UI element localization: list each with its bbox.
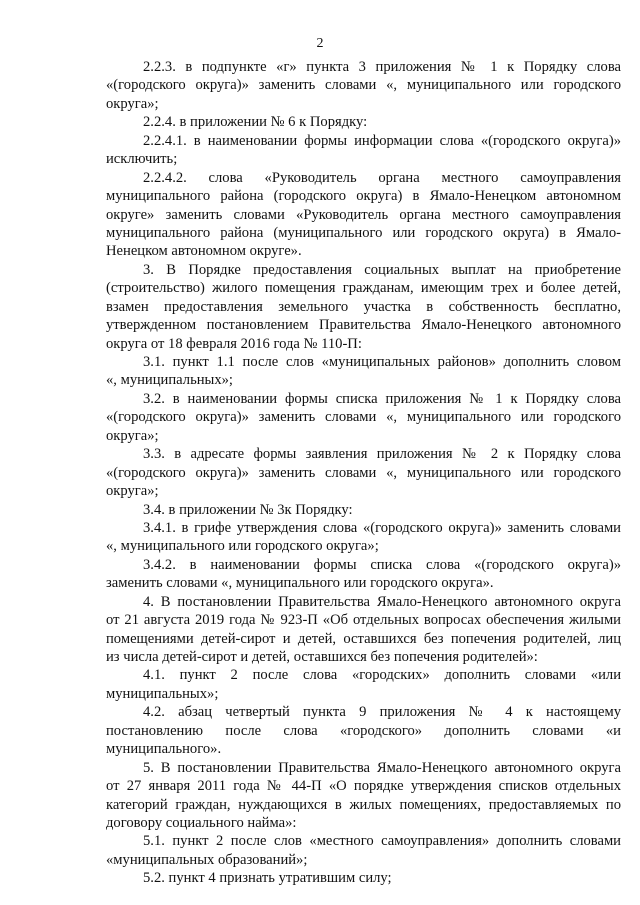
- text-line: «, муниципальных»;: [106, 372, 233, 389]
- page-number: 2: [316, 36, 324, 51]
- text-line: от 21 августа 2019 года № 923-П «Об отдельных вопросах обеспечения жилыми: [106, 612, 621, 629]
- text-line: «(городского округа)» заменить словами «, муниципального или городского: [106, 464, 621, 481]
- text-line: муниципального».: [106, 741, 222, 758]
- paragraph: [106, 759, 621, 833]
- text-line: 3.1. пункт 1.1 после слов «муниципальных районов» дополнить словом: [143, 354, 621, 370]
- paragraph: [106, 353, 621, 390]
- text-line: 3. В Порядке предоставления социальных выплат на приобретение: [143, 261, 621, 278]
- paragraph: [106, 132, 621, 169]
- text-line: «(городского округа)» заменить словами «, муниципального или городского: [106, 77, 621, 94]
- text-line: Ненецком автономном округе».: [106, 243, 302, 260]
- text-line: исключить;: [106, 151, 178, 168]
- text-line: 3.3. в адресате формы заявления приложения № 2 к Порядку слова: [143, 446, 621, 463]
- text-line: из числа детей-сирот и детей, оставшихся без попечения родителей»:: [106, 649, 538, 665]
- paragraph: [106, 445, 621, 500]
- text-line: от 27 января 2011 года № 44-П «О порядке утверждения списков отдельных: [106, 778, 621, 795]
- text-line: помещениями детей-сирот и детей, оставшихся без попечения родителей, лиц: [106, 630, 621, 647]
- text-line: 4.1. пункт 2 после слова «городских» дополнить словами «или: [143, 667, 621, 684]
- text-line: 5. В постановлении Правительства Ямало-Ненецкого автономного округа: [143, 759, 621, 776]
- paragraph: [106, 501, 621, 519]
- text-line: округа»;: [106, 483, 159, 500]
- text-line: 5.2. пункт 4 признать утратившим силу;: [143, 870, 392, 887]
- text-line: 3.4. в приложении № 3к Порядку:: [143, 501, 353, 518]
- text-line: округе» заменить словами «Руководитель органа местного самоуправления: [106, 206, 621, 223]
- text-line: округа»;: [106, 427, 159, 444]
- text-line: (строительство) жилого помещения гражданам, имеющим трех и более детей,: [106, 280, 621, 297]
- text-line: постановлению после слова «городского» дополнить словами «и: [106, 722, 621, 739]
- text-line: договору социального найма»:: [106, 814, 297, 831]
- paragraph: [106, 519, 621, 556]
- text-line: «муниципальных образований»;: [106, 851, 308, 868]
- paragraph: [106, 556, 621, 593]
- text-line: 4. В постановлении Правительства Ямало-Ненецкого автономного округа: [143, 593, 621, 610]
- text-line: округа»;: [106, 95, 159, 112]
- document-body: [106, 58, 621, 888]
- text-line: 2.2.3. в подпункте «г» пункта 3 приложения № 1 к Порядку слова: [143, 59, 621, 75]
- paragraph: [106, 261, 621, 353]
- paragraph: [106, 169, 621, 261]
- text-line: 3.2. в наименовании формы списка приложения № 1 к Порядку слова: [143, 390, 621, 407]
- text-line: категорий граждан, нуждающихся в жилых помещениях, предоставляемых по: [106, 796, 621, 813]
- text-line: утвержденном постановлением Правительства Ямало-Ненецкого автономного: [106, 317, 621, 334]
- text-line: взамен предоставления земельного участка в собственность бесплатно,: [106, 298, 621, 315]
- text-line: муниципального района (городского округа) в Ямало-Ненецком автономном: [106, 188, 621, 205]
- paragraph: [106, 832, 621, 869]
- paragraph: [106, 703, 621, 758]
- paragraph: [106, 666, 621, 703]
- text-line: муниципального района (муниципального или городского округа) в Ямало-: [106, 224, 621, 241]
- text-line: муниципальных»;: [106, 685, 219, 702]
- paragraph: [106, 869, 621, 887]
- text-line: 2.2.4. в приложении № 6 к Порядку:: [143, 114, 368, 131]
- paragraph: [106, 58, 621, 113]
- text-line: «(городского округа)» заменить словами «, муниципального или городского: [106, 409, 621, 426]
- text-line: 2.2.4.2. слова «Руководитель органа местного самоуправления: [143, 169, 621, 186]
- text-line: 3.4.2. в наименовании формы списка слова «(городского округа)»: [143, 556, 621, 573]
- paragraph: [106, 593, 621, 667]
- paragraph: [106, 113, 621, 131]
- text-line: 4.2. абзац четвертый пункта 9 приложения № 4 к настоящему: [143, 704, 621, 721]
- text-line: «, муниципального или городского округа»;: [106, 538, 379, 555]
- text-line: 3.4.1. в грифе утверждения слова «(городского округа)» заменить словами: [143, 519, 621, 536]
- text-line: заменить словами «, муниципального или городского округа».: [106, 575, 494, 592]
- text-line: 2.2.4.1. в наименовании формы информации слова «(городского округа)»: [143, 132, 621, 149]
- paragraph: [106, 390, 621, 445]
- text-line: округа от 18 февраля 2016 года № 110-П:: [106, 335, 362, 352]
- text-line: 5.1. пункт 2 после слов «местного самоуправления» дополнить словами: [143, 833, 621, 850]
